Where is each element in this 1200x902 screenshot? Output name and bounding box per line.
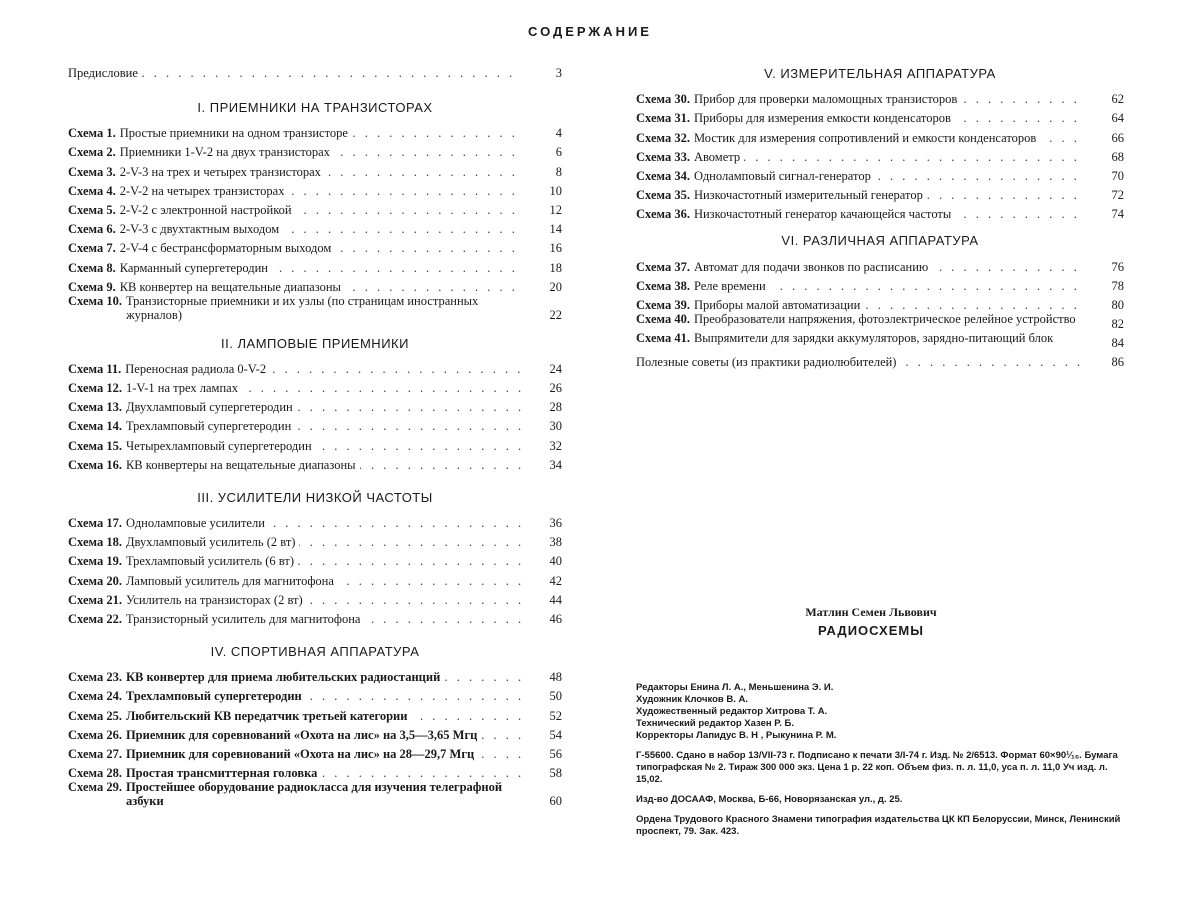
imprint-author: Матлин Семен Львович <box>805 605 937 619</box>
toc-entry <box>636 274 1124 293</box>
toc-entry-title <box>120 203 522 217</box>
toc-entry-title <box>120 184 522 198</box>
toc-entry-page: 20 <box>549 279 562 294</box>
toc-entry-page: 78 <box>1111 278 1124 293</box>
toc-entry <box>68 568 562 587</box>
section-heading: I. ПРИЕМНИКИ НА ТРАНЗИСТОРАХ <box>197 100 433 115</box>
toc-entry-page: 36 <box>549 516 562 530</box>
toc-entry-label: Схема 24. <box>68 689 122 704</box>
toc-entry-title <box>694 260 1084 274</box>
toc-entry-page: 66 <box>1111 130 1124 145</box>
toc-entry-page: 34 <box>549 457 562 472</box>
toc-entry-title <box>126 458 522 472</box>
toc-entry-title-text: Карманный супергетеродин <box>120 261 272 275</box>
toc-entry <box>636 312 1124 331</box>
toc-entry-title-text: Четырехламповый супергетеродин <box>126 439 316 453</box>
toc-entry-title-text: Приборы для измерения емкости конденсаторов <box>694 111 955 125</box>
toc-entry-title <box>126 670 522 684</box>
toc-entry <box>68 275 562 294</box>
toc-entry-label: Схема 3. <box>68 164 116 179</box>
toc-entry-label: Схема 41. <box>636 331 690 346</box>
toc-entry-title <box>120 145 522 159</box>
toc-entry-page: 52 <box>549 708 562 723</box>
toc-entry-page: 32 <box>549 438 562 453</box>
toc-entry-title <box>694 131 1084 145</box>
toc-entry-page: 72 <box>1111 188 1124 203</box>
toc-entry-title-text: Реле времени <box>694 279 770 293</box>
toc-entry <box>68 414 562 433</box>
toc-entry-title-text: Низкочастотный измерительный генератор <box>694 188 927 202</box>
toc-entry-title-text: Автомат для подачи звонков по расписанию <box>694 260 932 274</box>
toc-entry-page: 44 <box>549 592 562 607</box>
imprint-tech-editor: Технический редактор Хазен Р. Б. <box>636 718 794 729</box>
toc-entry <box>636 183 1124 202</box>
toc-entry <box>68 179 562 198</box>
toc-entry-label: Схема 9. <box>68 279 116 294</box>
toc-entry-label: Схема 23. <box>68 670 122 685</box>
toc-entry-title-text: Усилитель на транзисторах (2 вт) <box>126 593 307 607</box>
toc-entry-label: Схема 39. <box>636 297 690 312</box>
toc-entry-title-text: Преобразователи напряжения, фотоэлектрическое релейное устройство <box>694 312 1080 326</box>
toc-entry-title-text: Трехламповый усилитель (6 вт) <box>126 554 298 568</box>
toc-entry-title <box>694 207 1084 221</box>
toc-entry-label: Схема 16. <box>68 457 122 472</box>
toc-entry <box>68 453 562 472</box>
toc-right-column <box>636 66 1124 369</box>
toc-entry-page: 80 <box>1111 297 1124 312</box>
toc-entry-label: Схема 26. <box>68 727 122 742</box>
toc-entry-title <box>126 381 522 395</box>
toc-entry-page: 64 <box>1111 111 1124 126</box>
imprint-artist: Художник Клочков В. А. <box>636 694 749 705</box>
toc-entry-title-text: КВ конвертер на вещательные диапазоны <box>120 280 345 294</box>
toc-entry <box>68 255 562 274</box>
toc-entry-label: Схема 4. <box>68 183 116 198</box>
toc-entry-label: Схема 18. <box>68 535 122 550</box>
toc-entry-title-text: Приемники 1-V-2 на двух транзисторах <box>120 145 334 159</box>
toc-entry-title-text: Простейшее оборудование радиокласса для изучения телеграфной азбуки <box>125 780 503 809</box>
toc-entry-title-text: 2-V-3 с двухтактным выходом <box>120 222 283 236</box>
toc-entry-label: Схема 21. <box>68 592 122 607</box>
page-title: СОДЕРЖАНИЕ <box>528 24 652 39</box>
toc-entry-title <box>126 766 522 780</box>
toc-entry-title-text: КВ конвертеры на вещательные диапазоны <box>126 458 360 472</box>
section-heading: VI. РАЗЛИЧНАЯ АППАРАТУРА <box>781 233 979 249</box>
toc-entry-page: 46 <box>549 611 562 626</box>
toc-entry <box>636 350 1124 369</box>
toc-entry-title <box>126 709 522 723</box>
toc-entry <box>68 236 562 255</box>
toc-entry-page: 58 <box>549 766 562 781</box>
toc-entry-title <box>120 165 522 179</box>
toc-entry-title <box>126 612 522 626</box>
toc-entry-title-text: Выпрямители для зарядки аккумуляторов, зарядно-питающий блок <box>694 331 1057 345</box>
toc-entry-title <box>694 169 1084 183</box>
toc-entry-title <box>120 241 522 255</box>
toc-entry-title <box>126 419 522 433</box>
section-heading: II. ЛАМПОВЫЕ ПРИЕМНИКИ <box>221 335 409 351</box>
toc-entry-title <box>126 747 522 761</box>
toc-entry-label: Схема 14. <box>68 419 122 434</box>
toc-entry-label: Схема 38. <box>636 278 690 293</box>
imprint-book-title: РАДИОСХЕМЫ <box>818 623 924 638</box>
toc-entry-page: 62 <box>1111 92 1124 107</box>
toc-entry-page: 84 <box>1111 336 1124 351</box>
toc-entry-title-text: 2-V-4 с бестрансформаторным выходом <box>120 241 336 255</box>
toc-entry-label: Схема 8. <box>68 260 116 275</box>
toc-entry-page: 6 <box>555 145 562 160</box>
toc-entry-title <box>694 298 1084 312</box>
toc-entry-label: Схема 31. <box>636 111 690 126</box>
toc-entry <box>636 254 1124 273</box>
toc-entry-page: 60 <box>549 794 562 809</box>
toc-entry-label: Схема 15. <box>68 438 122 453</box>
toc-entry <box>68 549 562 568</box>
toc-entry-page: 56 <box>549 746 562 761</box>
toc-entry-title-text: Предисловие <box>68 66 142 80</box>
toc-entry-label: Схема 13. <box>68 400 122 415</box>
toc-entry <box>636 331 1124 350</box>
toc-entry-title-text: КВ конвертер для приема любительских радиостанций <box>126 670 444 684</box>
toc-entry-title <box>120 222 522 236</box>
toc-entry-title-text: Приемник для соревнований «Охота на лис» на 3,5—3,65 Мгц <box>126 728 481 742</box>
toc-entry-page: 8 <box>555 164 562 179</box>
toc-entry-title <box>68 66 522 80</box>
toc-entry <box>636 106 1124 125</box>
toc-entry-title-text: Любительский КВ передатчик третьей категории <box>126 709 412 723</box>
toc-entry-title <box>126 294 522 322</box>
toc-entry-label: Схема 34. <box>636 168 690 183</box>
toc-entry-title <box>126 535 522 549</box>
toc-entry-label: Схема 11. <box>68 361 122 376</box>
toc-entry <box>68 761 562 780</box>
toc-entry-title-text: Приемник для соревнований «Охота на лис» на 28—29,7 Мгц <box>126 747 478 761</box>
toc-entry-title-text: Одноламповый сигнал-генератор <box>694 169 875 183</box>
toc-entry-page: 68 <box>1111 149 1124 164</box>
toc-entry-page: 50 <box>549 689 562 704</box>
toc-entry <box>68 217 562 236</box>
toc-entry-page: 74 <box>1111 207 1124 222</box>
toc-entry-title <box>694 150 1084 164</box>
toc-entry-title-text: Двухламповый супергетеродин <box>126 400 297 414</box>
imprint-print-data: Г-55600. Сдано в набор 13/VII-73 г. Подписано к печати 3/I-74 г. Изд. № 2/6513. Формат 60×90¹⁄₁₆. Бумага типографская № 2. Тираж 300 000 экз. Цена 1 р. 22 коп. Объем физ. п. л. 11,0, уса п. л. 11,0 Уч изд. л. 15,02. <box>636 750 1118 785</box>
toc-entry-title <box>694 188 1084 202</box>
toc-entry-label: Схема 25. <box>68 708 122 723</box>
toc-entry-page: 28 <box>549 400 562 415</box>
toc-entry <box>68 742 562 761</box>
toc-entry-title <box>125 362 522 376</box>
toc-entry <box>636 293 1124 312</box>
toc-entry-page: 42 <box>549 573 562 588</box>
toc-entry-title-text: Транзисторные приемники и их узлы (по страницам иностранных журналов) <box>125 293 479 322</box>
toc-entry <box>68 684 562 703</box>
toc-entry-page: 3 <box>555 66 562 80</box>
toc-entry-label: Схема 20. <box>68 573 122 588</box>
toc-entry <box>68 357 562 376</box>
toc-entry-title <box>694 111 1084 125</box>
toc-entry-title <box>694 279 1084 293</box>
toc-entry-label: Схема 28. <box>68 766 122 781</box>
toc-entry <box>68 159 562 178</box>
toc-entry-label: Схема 22. <box>68 611 122 626</box>
toc-entry-title-text: Приборы малой автоматизации <box>694 298 864 312</box>
toc-entry-title <box>120 261 522 275</box>
toc-entry-page: 54 <box>549 727 562 742</box>
toc-entry-title-text: Полезные советы (из практики радиолюбителей) <box>636 355 900 369</box>
toc-entry <box>68 607 562 626</box>
toc-entry-page: 10 <box>549 183 562 198</box>
toc-entry-page: 14 <box>549 222 562 237</box>
toc-entry-title <box>126 593 522 607</box>
toc-entry-label: Схема 32. <box>636 130 690 145</box>
toc-entry-title <box>126 400 522 414</box>
toc-entry-title-text: 2-V-2 с электронной настройкой <box>120 203 296 217</box>
toc-entry-title <box>126 574 522 588</box>
toc-entry-title-text: Одноламповые усилители <box>126 516 269 530</box>
section-heading: III. УСИЛИТЕЛИ НИЗКОЙ ЧАСТОТЫ <box>197 489 433 505</box>
toc-entry-page: 48 <box>549 670 562 685</box>
toc-entry-label: Схема 1. <box>68 126 116 141</box>
toc-entry <box>68 780 562 808</box>
toc-entry-label: Схема 37. <box>636 259 690 274</box>
toc-entry <box>68 588 562 607</box>
toc-entry <box>68 376 562 395</box>
toc-entry-page: 76 <box>1111 259 1124 274</box>
toc-entry-title <box>694 92 1084 106</box>
toc-entry <box>68 665 562 684</box>
toc-entry-page: 86 <box>1111 355 1124 370</box>
toc-entry-label: Схема 7. <box>68 241 116 256</box>
toc-entry <box>68 294 562 322</box>
toc-entry <box>68 723 562 742</box>
toc-entry-page: 26 <box>549 381 562 396</box>
imprint-editors: Редакторы Енина Л. А., Меньшенина Э. И. <box>636 682 834 693</box>
toc-entry <box>636 125 1124 144</box>
toc-entry-label: Схема 12. <box>68 381 122 396</box>
toc-entry <box>68 530 562 549</box>
toc-entry-label: Схема 36. <box>636 207 690 222</box>
toc-entry-title <box>120 126 522 140</box>
section-heading: IV. СПОРТИВНАЯ АППАРАТУРА <box>210 643 420 659</box>
toc-entry-title-text: Двухламповый усилитель (2 вт) <box>126 535 300 549</box>
toc-entry-title-text: 2-V-2 на четырех транзисторах <box>120 184 289 198</box>
toc-entry <box>68 66 562 80</box>
toc-entry <box>636 164 1124 183</box>
toc-entry-page: 38 <box>549 535 562 550</box>
toc-entry-page: 16 <box>549 241 562 256</box>
toc-entry-title-text: Транзисторный усилитель для магнитофона <box>126 612 365 626</box>
toc-entry-page: 4 <box>555 126 562 141</box>
toc-left-column <box>68 66 562 808</box>
toc-entry <box>68 433 562 452</box>
toc-entry <box>636 145 1124 164</box>
toc-entry-title-text: Трехламповый супергетеродин <box>126 419 295 433</box>
toc-entry-label: Схема 17. <box>68 516 122 530</box>
toc-entry-label: Схема 29. <box>68 780 122 795</box>
toc-entry <box>68 198 562 217</box>
toc-entry <box>68 395 562 414</box>
toc-entry-page: 30 <box>549 419 562 434</box>
toc-entry-label: Схема 2. <box>68 145 116 160</box>
toc-entry-label: Схема 30. <box>636 92 690 107</box>
toc-entry-page: 24 <box>549 361 562 376</box>
toc-entry-label: Схема 19. <box>68 554 122 569</box>
imprint-art-editor: Художественный редактор Хитрова Т. А. <box>636 706 828 717</box>
toc-entry <box>68 703 562 722</box>
toc-entry-page: 40 <box>549 554 562 569</box>
toc-entry <box>68 140 562 159</box>
toc-entry-page: 22 <box>549 307 562 322</box>
toc-entry <box>68 121 562 140</box>
toc-entry-title <box>120 280 522 294</box>
toc-entry-title-text: Авометр <box>694 150 744 164</box>
toc-entry-title <box>694 331 1084 345</box>
toc-entry <box>636 87 1124 106</box>
toc-entry-title <box>126 516 522 530</box>
toc-entry-title-text: Прибор для проверки маломощных транзисторов <box>694 92 961 106</box>
toc-entry-title-text: 2-V-3 на трех и четырех транзисторах <box>120 165 325 179</box>
toc-entry-title-text: Простая трансмиттерная головка <box>126 766 321 780</box>
toc-entry-label: Схема 40. <box>636 311 690 326</box>
toc-entry-title-text: Низкочастотный генератор качающейся частоты <box>694 207 955 221</box>
toc-entry-title-text: Переносная радиола 0-V-2 <box>125 362 270 376</box>
toc-entry-title <box>126 728 522 742</box>
imprint-printer: Ордена Трудового Красного Знамени типография издательства ЦК КП Белоруссии, Минск, Ленинский проспект, 79. Зак. 423. <box>636 814 1121 837</box>
toc-entry-label: Схема 33. <box>636 149 690 164</box>
imprint-proofreaders: Корректоры Лапидус В. Н , Рыкунина Р. М. <box>636 730 837 741</box>
toc-entry-title <box>126 780 522 808</box>
toc-entry-label: Схема 27. <box>68 746 122 761</box>
toc-entry-label: Схема 10. <box>68 293 122 308</box>
toc-entry-title <box>694 312 1084 326</box>
toc-entry-page: 18 <box>549 260 562 275</box>
imprint-block <box>636 682 1126 838</box>
toc-entry-page: 82 <box>1111 317 1124 332</box>
toc-entry-title <box>126 554 522 568</box>
toc-entry-page: 12 <box>549 202 562 217</box>
toc-entry-title <box>126 439 522 453</box>
toc-entry-title-text: Трехламповый супергетеродин <box>126 689 306 703</box>
toc-entry-label: Схема 5. <box>68 202 116 217</box>
toc-entry-title-text: 1-V-1 на трех лампах <box>126 381 242 395</box>
toc-entry-title <box>126 689 522 703</box>
toc-entry <box>636 202 1124 221</box>
toc-entry-title <box>636 355 1084 369</box>
section-heading: V. ИЗМЕРИТЕЛЬНАЯ АППАРАТУРА <box>764 66 996 81</box>
imprint-publisher: Изд-во ДОСААФ, Москва, Б-66, Новорязанская ул., д. 25. <box>636 794 903 805</box>
toc-entry-title-text: Ламповый усилитель для магнитофона <box>126 574 338 588</box>
toc-entry-title-text: Мостик для измерения сопротивлений и емкости конденсаторов <box>694 131 1040 145</box>
toc-entry-title-text: Простые приемники на одном транзисторе <box>120 126 352 140</box>
toc-entry-label: Схема 35. <box>636 188 690 203</box>
toc-entry-label: Схема 6. <box>68 222 116 237</box>
toc-entry-page: 70 <box>1111 168 1124 183</box>
toc-entry <box>68 511 562 530</box>
